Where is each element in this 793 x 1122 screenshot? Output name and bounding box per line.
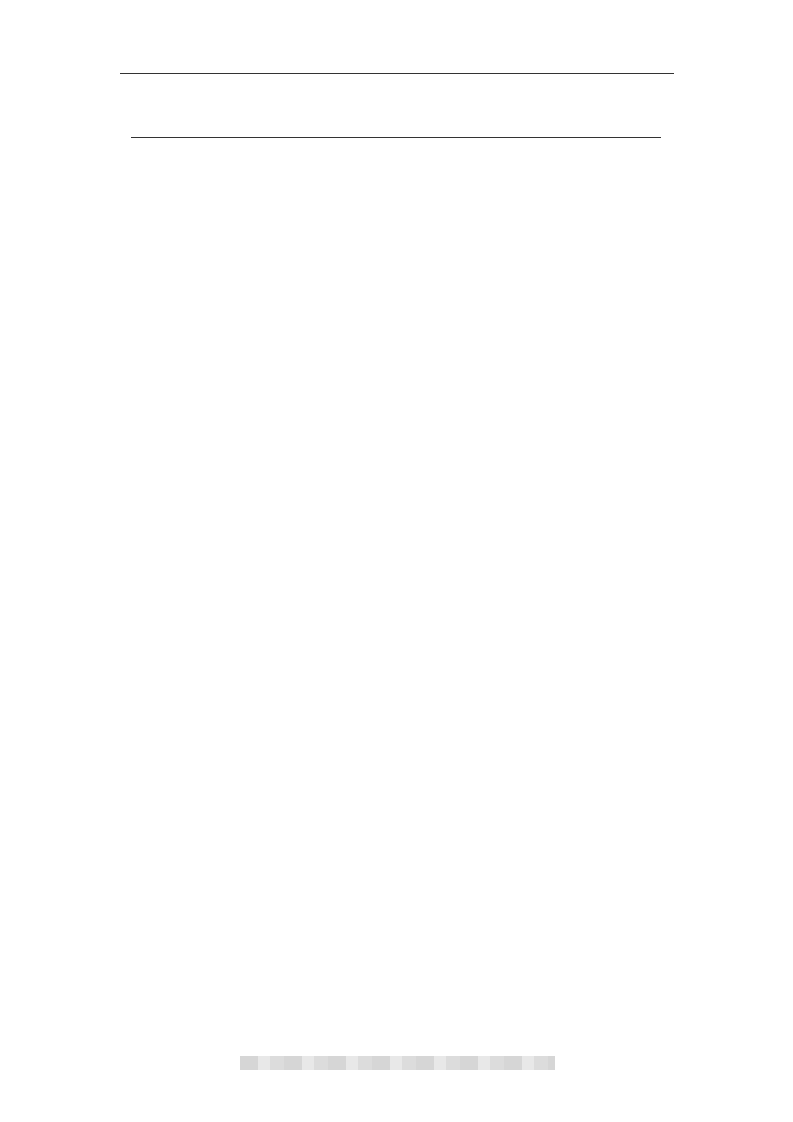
page-top-rule xyxy=(120,73,674,74)
section-rule xyxy=(131,137,661,138)
blurred-footer-watermark xyxy=(240,1056,555,1070)
